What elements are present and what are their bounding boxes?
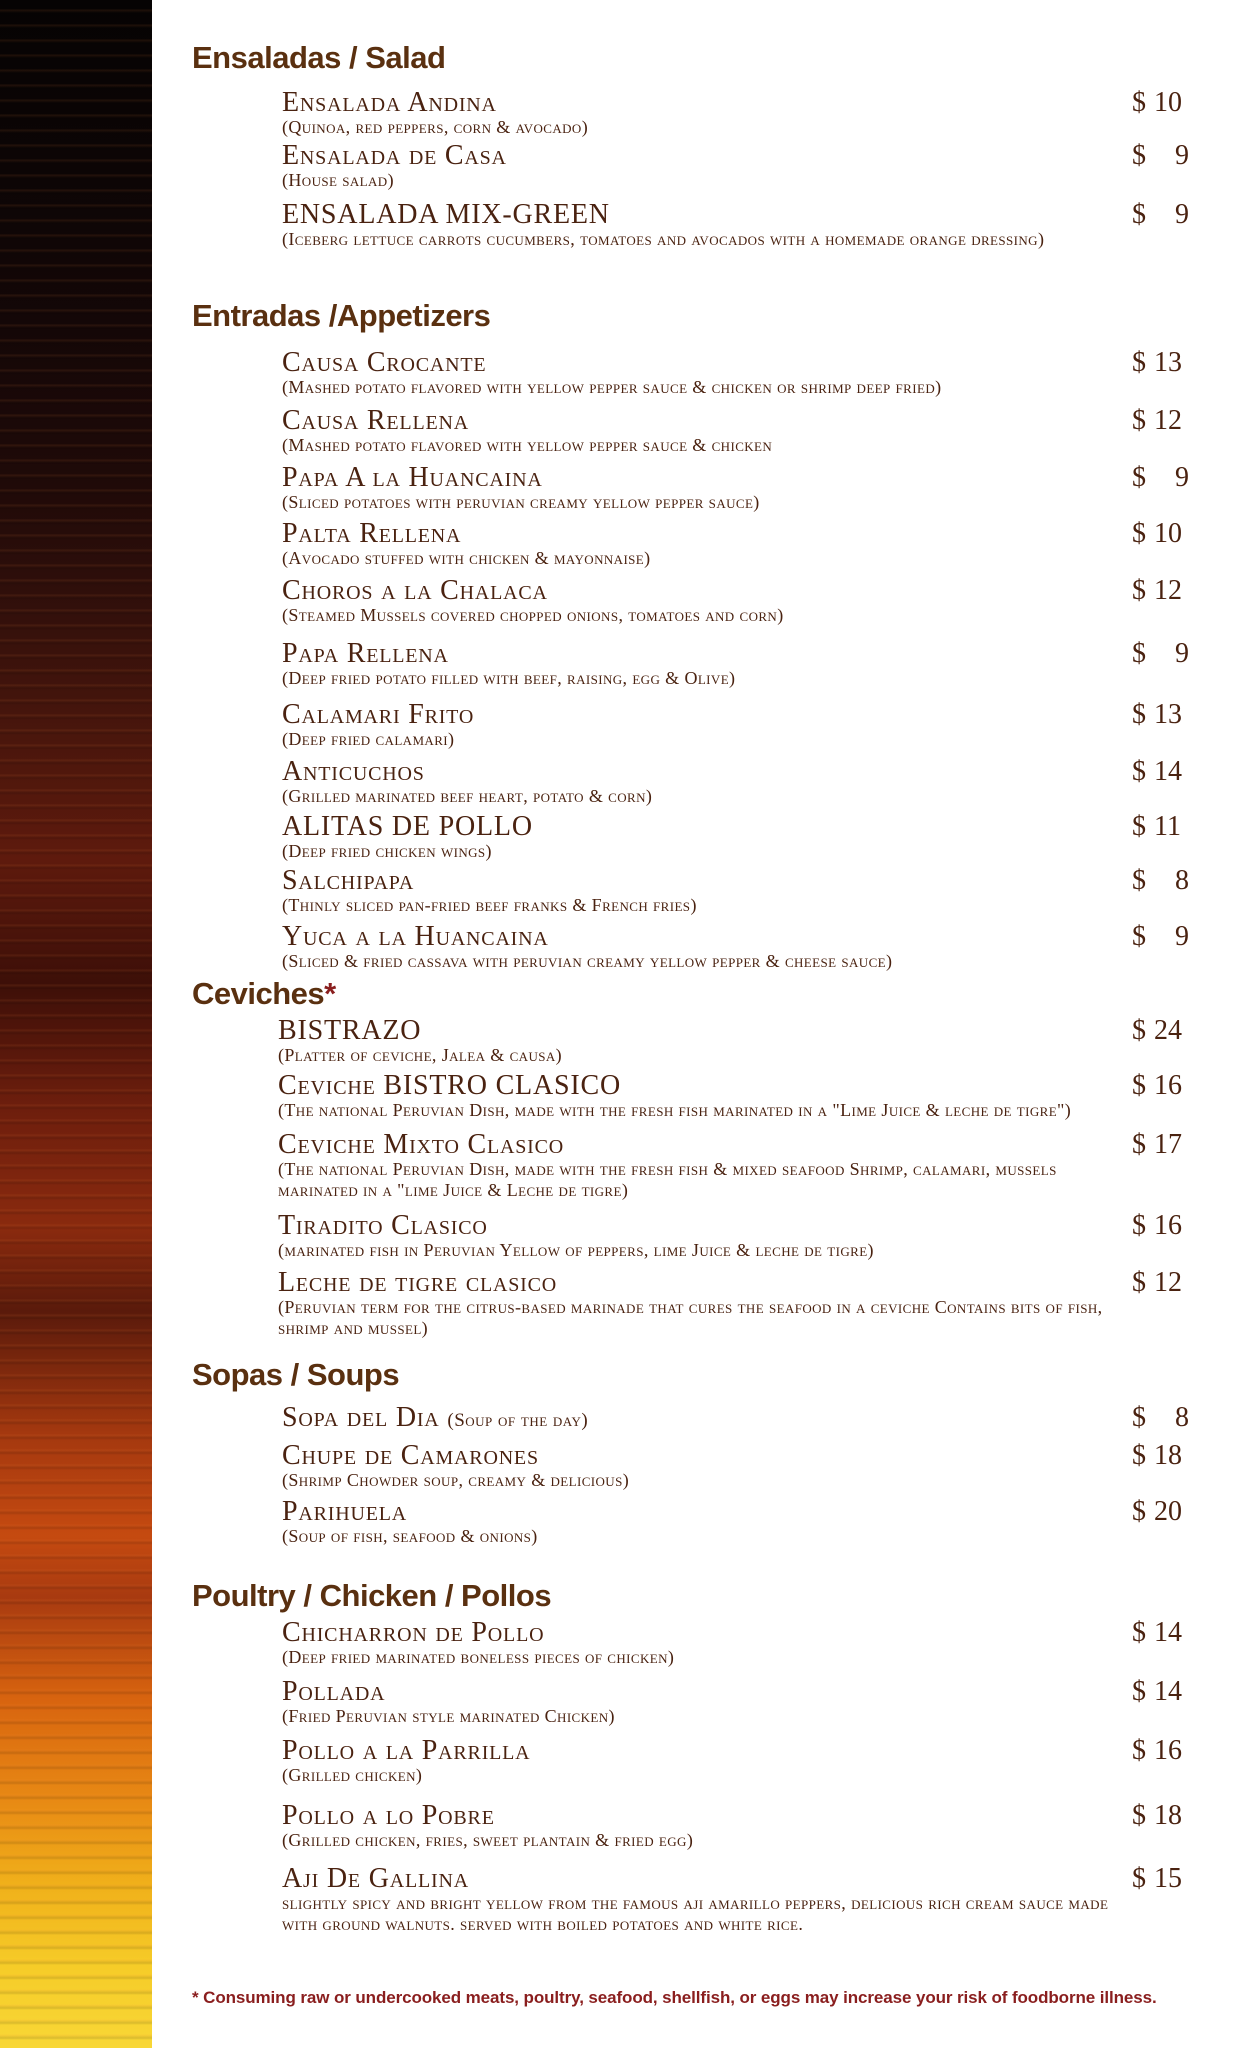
raw-food-asterisk: * [324, 976, 336, 1011]
price-value: 13 [1154, 699, 1182, 730]
price-value: 20 [1154, 1496, 1182, 1527]
price-value: 9 [1175, 462, 1189, 493]
currency-symbol: $ [1132, 1210, 1146, 1241]
item-name-text: Papa A la Huancaina [282, 462, 543, 493]
currency-symbol: $ [1132, 1800, 1146, 1831]
currency-symbol: $ [1132, 1496, 1146, 1527]
item-name [282, 519, 461, 549]
item-name-text: Causa Crocante [282, 347, 487, 378]
item-name-text: Causa Rellena [282, 405, 469, 436]
item-name-text: Salchipapa [282, 865, 415, 896]
currency-symbol: $ [1132, 1015, 1146, 1046]
section-title-poultry: Poultry / Chicken / Pollos [192, 1578, 552, 1613]
item-description: (Thinly sliced pan-fried beef franks & French fries) [282, 895, 697, 915]
section-title-salad: Ensaladas / Salad [192, 40, 446, 75]
item-name-text: ALITAS DE POLLO [282, 811, 533, 842]
item-price [1132, 1736, 1189, 1766]
currency-symbol: $ [1132, 756, 1146, 787]
item-price [1132, 576, 1189, 606]
item-name-text: Sopa del Dia [282, 1402, 440, 1433]
item-price [1132, 1403, 1189, 1433]
item-name-text: Ceviche BISTRO CLASICO [278, 1070, 621, 1101]
item-description: (Grilled chicken) [282, 1765, 423, 1785]
price-value: 14 [1154, 1676, 1182, 1707]
item-name [282, 639, 449, 669]
item-name [278, 1130, 564, 1160]
item-description: (Soup of fish, seafood & onions) [282, 1526, 538, 1546]
item-name [282, 406, 469, 436]
item-description: (Peruvian term for the citrus-based marinade that cures the seafood in a ceviche Contains bits of fish, shrimp and mussel) [278, 1297, 1103, 1338]
item-name [282, 1677, 385, 1707]
item-name [282, 1618, 544, 1648]
item-price [1132, 922, 1189, 952]
price-value: 8 [1175, 1402, 1189, 1433]
item-name-text: Choros a la Chalaca [282, 575, 548, 606]
item-description: (Fried Peruvian style marinated Chicken) [282, 1706, 615, 1726]
item-name [278, 1268, 557, 1298]
currency-symbol: $ [1132, 140, 1146, 171]
item-price [1132, 1864, 1189, 1894]
item-name-text: Papa Rellena [282, 638, 449, 669]
item-name-text: Leche de tigre clasico [278, 1267, 558, 1298]
currency-symbol: $ [1132, 1676, 1146, 1707]
item-description: (Deep fried calamari) [282, 729, 455, 749]
item-price [1132, 1211, 1189, 1241]
price-value: 15 [1154, 1863, 1182, 1894]
item-price [1132, 700, 1189, 730]
price-value: 10 [1154, 87, 1182, 118]
currency-symbol: $ [1132, 462, 1146, 493]
section-title-soups: Sopas / Soups [192, 1357, 400, 1392]
currency-symbol: $ [1132, 347, 1146, 378]
item-description: (Sliced & fried cassava with peruvian creamy yellow pepper & cheese sauce) [282, 951, 893, 971]
currency-symbol: $ [1132, 1735, 1146, 1766]
item-name-text: Palta Rellena [282, 518, 462, 549]
item-price [1132, 406, 1189, 436]
item-price [1132, 1268, 1189, 1298]
price-value: 16 [1154, 1070, 1182, 1101]
item-description: (Steamed Mussels covered chopped onions, tomatoes and corn) [282, 605, 784, 625]
item-name-text: Ensalada de Casa [282, 140, 507, 171]
item-name [282, 88, 497, 118]
price-value: 13 [1154, 347, 1182, 378]
item-description: (Iceberg lettuce carrots cucumbers, tomatoes and avocados with a homemade orange dressing) [282, 229, 1045, 249]
item-description: (Mashed potato flavored with yellow pepper sauce & chicken or shrimp deep fried) [282, 377, 942, 397]
price-value: 12 [1154, 405, 1182, 436]
item-description: (Mashed potato flavored with yellow pepper sauce & chicken [282, 435, 773, 455]
price-value: 9 [1175, 921, 1189, 952]
price-value: 16 [1154, 1735, 1182, 1766]
item-price [1132, 348, 1189, 378]
item-price [1132, 639, 1189, 669]
item-price [1132, 1130, 1189, 1160]
item-name [282, 812, 533, 842]
item-name-text: Ensalada Andina [282, 87, 497, 118]
item-description: (The national Peruvian Dish, made with the fresh fish marinated in a "Lime Juice & leche de tigre") [278, 1100, 1072, 1120]
item-price [1132, 866, 1189, 896]
section-title-appetizers: Entradas /Appetizers [192, 298, 491, 333]
item-description: (The national Peruvian Dish, made with the fresh fish & mixed seafood Shrimp, calamari, mussels marinated in a "lime Juice & Leche de tigre) [278, 1159, 1057, 1200]
item-price [1132, 1801, 1189, 1831]
item-name [282, 922, 549, 952]
price-value: 14 [1154, 756, 1182, 787]
item-name-text: BISTRAZO [278, 1015, 422, 1046]
price-value: 10 [1154, 518, 1182, 549]
foodborne-illness-warning: * Consuming raw or undercooked meats, poultry, seafood, shellfish, or eggs may increase your risk of foodborne illness. [192, 1988, 1157, 2007]
currency-symbol: $ [1132, 1440, 1146, 1471]
currency-symbol: $ [1132, 1267, 1146, 1298]
price-value: 9 [1175, 140, 1189, 171]
item-name-text: Calamari Frito [282, 699, 475, 730]
item-description: (Grilled marinated beef heart, potato & corn) [282, 786, 653, 806]
item-name [282, 141, 507, 171]
item-name-text: Chupe de Camarones [282, 1440, 539, 1471]
price-value: 18 [1154, 1440, 1182, 1471]
currency-symbol: $ [1132, 1070, 1146, 1101]
item-name-text: Aji De Gallina [282, 1863, 469, 1894]
price-value: 8 [1175, 865, 1189, 896]
item-price [1132, 1441, 1189, 1471]
item-name [282, 463, 543, 493]
item-name-text: Pollo a la Parrilla [282, 1735, 531, 1766]
item-name [282, 576, 548, 606]
item-name-text: Yuca a la Huancaina [282, 921, 549, 952]
price-value: 14 [1154, 1617, 1182, 1648]
item-description: (Deep fried potato filled with beef, raising, egg & Olive) [282, 668, 736, 688]
item-name [282, 1736, 530, 1766]
item-name [282, 757, 425, 787]
item-name [278, 1016, 421, 1046]
item-description: (House salad) [282, 170, 394, 190]
currency-symbol: $ [1132, 865, 1146, 896]
price-value: 24 [1154, 1015, 1182, 1046]
currency-symbol: $ [1132, 1863, 1146, 1894]
item-name-text: Ceviche Mixto Clasico [278, 1129, 564, 1160]
item-name-text: Chicharron de Pollo [282, 1617, 545, 1648]
item-description: (marinated fish in Peruvian Yellow of peppers, lime Juice & leche de tigre) [278, 1240, 874, 1260]
item-description: (Quinoa, red peppers, corn & avocado) [282, 117, 589, 137]
item-description: (Deep fried chicken wings) [282, 841, 492, 861]
price-value: 12 [1154, 1267, 1182, 1298]
currency-symbol: $ [1132, 699, 1146, 730]
price-value: 11 [1154, 811, 1181, 842]
item-price [1132, 200, 1189, 230]
item-note: (Soup of the day) [447, 1410, 589, 1431]
item-price [1132, 1618, 1189, 1648]
item-name-text: Pollo a lo Pobre [282, 1800, 495, 1831]
item-description: (Sliced potatoes with peruvian creamy yellow pepper sauce) [282, 492, 760, 512]
item-name [282, 1441, 539, 1471]
item-description: (Shrimp Chowder soup, creamy & delicious) [282, 1470, 630, 1490]
item-name [282, 348, 486, 378]
currency-symbol: $ [1132, 638, 1146, 669]
item-description: slightly spicy and bright yellow from the famous aji amarillo peppers, delicious rich cream sauce made with ground walnuts. served with boiled potatoes and white rice. [282, 1893, 1109, 1934]
item-name [282, 866, 414, 896]
item-name [282, 1497, 407, 1527]
price-value: 16 [1154, 1210, 1182, 1241]
price-value: 12 [1154, 575, 1182, 606]
item-price [1132, 88, 1189, 118]
price-value: 9 [1175, 638, 1189, 669]
item-price [1132, 141, 1189, 171]
item-price [1132, 757, 1189, 787]
price-value: 17 [1154, 1129, 1182, 1160]
currency-symbol: $ [1132, 1617, 1146, 1648]
item-name-text: Pollada [282, 1676, 386, 1707]
currency-symbol: $ [1132, 518, 1146, 549]
section-title-ceviches: Ceviches* [192, 976, 336, 1011]
decorative-gradient-sidebar [0, 0, 152, 2048]
item-description: (Grilled chicken, fries, sweet plantain & fried egg) [282, 1830, 694, 1850]
item-name [282, 700, 474, 730]
item-name-text: Tiradito Clasico [278, 1210, 488, 1241]
currency-symbol: $ [1132, 405, 1146, 436]
item-price [1132, 1497, 1189, 1527]
currency-symbol: $ [1132, 811, 1146, 842]
item-name-text: ENSALADA MIX-GREEN [282, 199, 610, 230]
item-name [282, 1864, 469, 1894]
currency-symbol: $ [1132, 1402, 1146, 1433]
currency-symbol: $ [1132, 87, 1146, 118]
item-price [1132, 812, 1189, 842]
item-name [282, 1403, 588, 1436]
item-name [278, 1071, 621, 1101]
currency-symbol: $ [1132, 575, 1146, 606]
item-name-text: Parihuela [282, 1496, 407, 1527]
currency-symbol: $ [1132, 1129, 1146, 1160]
price-value: 9 [1175, 199, 1189, 230]
item-name [282, 1801, 495, 1831]
item-name [278, 1211, 488, 1241]
item-price [1132, 463, 1189, 493]
price-value: 18 [1154, 1800, 1182, 1831]
item-description: (Avocado stuffed with chicken & mayonnaise) [282, 548, 651, 568]
item-price [1132, 1016, 1189, 1046]
currency-symbol: $ [1132, 921, 1146, 952]
item-name-text: Anticuchos [282, 756, 425, 787]
item-description: (Platter of ceviche, Jalea & causa) [278, 1045, 563, 1065]
item-price [1132, 519, 1189, 549]
currency-symbol: $ [1132, 199, 1146, 230]
item-price [1132, 1677, 1189, 1707]
item-description: (Deep fried marinated boneless pieces of chicken) [282, 1647, 675, 1667]
item-price [1132, 1071, 1189, 1101]
item-name [282, 200, 610, 230]
